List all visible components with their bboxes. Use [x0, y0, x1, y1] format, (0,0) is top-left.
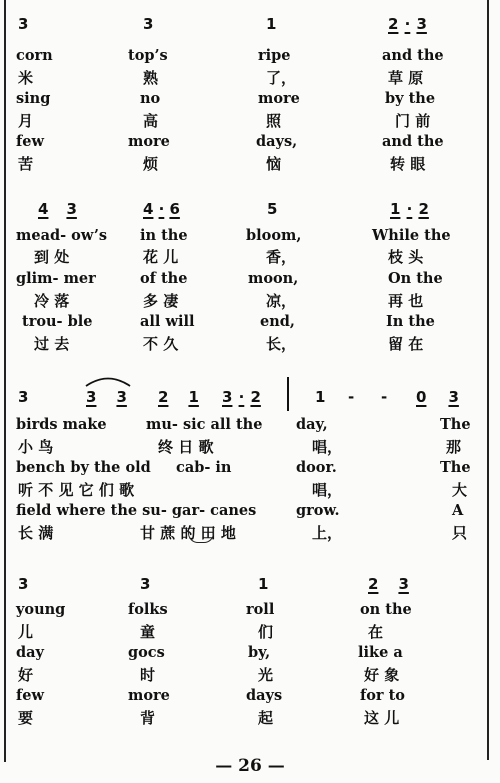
note-mark-group — [368, 576, 409, 592]
lyric-zh: 过 去 — [34, 335, 70, 353]
lyric-zh: 再 也 — [388, 292, 424, 310]
lyric-zh: 香， — [266, 248, 297, 266]
lyric: The — [440, 459, 471, 476]
lyric: days, — [256, 133, 298, 150]
note-part: 3 — [416, 15, 427, 33]
note-part: 3 — [86, 388, 97, 406]
lyric-zh: 终 日 歌 — [158, 438, 214, 456]
lyric: mu- sic all the — [146, 416, 263, 433]
lyric: no — [140, 90, 161, 107]
lyric-zh: 唱， — [312, 481, 343, 499]
lyric-zh: 转 眼 — [390, 155, 426, 173]
note-part: 4 — [38, 200, 49, 218]
lyric-zh: 了， — [266, 69, 297, 87]
lyric-zh: 这 儿 — [364, 709, 400, 727]
lyric: In the — [386, 313, 435, 330]
note-part: 3 — [116, 388, 127, 406]
lyric-zh: 听 不 见 它 们 歌 — [18, 481, 135, 499]
lyric-zh: 草 原 — [388, 69, 424, 87]
note-part: 3 — [66, 200, 77, 218]
dash-mark: - — [348, 388, 355, 406]
lyric: ripe — [258, 47, 291, 64]
lyric-zh: 儿 — [18, 623, 34, 641]
lyric: day — [16, 644, 44, 661]
note-part: 3 — [398, 575, 409, 593]
page-number: — 26 — — [215, 756, 285, 776]
slur — [84, 374, 132, 388]
note-part: · — [406, 200, 413, 218]
lyric: few — [16, 133, 44, 150]
character-tie — [188, 528, 214, 543]
lyric-zh: 多 凄 — [143, 292, 179, 310]
lyric-zh: 只 — [452, 524, 468, 542]
lyric: more — [258, 90, 300, 107]
lyric: bench by the old — [16, 459, 151, 476]
lyric: moon, — [248, 270, 299, 287]
lyric: end, — [260, 313, 295, 330]
lyric: days — [246, 687, 283, 704]
lyric-zh: 那 — [446, 438, 462, 456]
lyric-zh: 背 — [140, 709, 156, 727]
note-mark-group — [222, 389, 261, 405]
note-part: 2 — [388, 15, 399, 33]
page-left-edge — [4, 0, 6, 762]
lyric-zh: 熟 — [143, 69, 159, 87]
lyric-zh: 留 在 — [388, 335, 424, 353]
lyric: day, — [296, 416, 328, 433]
lyric-zh: 到 处 — [34, 248, 70, 266]
lyric-zh: 不 久 — [143, 335, 179, 353]
lyric-zh: 恼 — [266, 155, 282, 173]
lyric-zh: 大 — [452, 481, 468, 499]
note-part: 2 — [368, 575, 379, 593]
note-mark: 3 — [18, 388, 29, 406]
lyric-zh: 长 满 — [18, 524, 54, 542]
note-part: 3 — [222, 388, 233, 406]
lyric-zh: 童 — [140, 623, 156, 641]
lyric-zh: 凉， — [266, 292, 297, 310]
lyric: door. — [296, 459, 337, 476]
lyric: birds make — [16, 416, 107, 433]
lyric-zh: 唱， — [312, 438, 343, 456]
lyric-zh: 门 前 — [395, 112, 431, 130]
lyric: corn — [16, 47, 53, 64]
lyric: trou- ble — [22, 313, 93, 330]
note-part: · — [404, 15, 411, 33]
note-mark-group — [86, 389, 127, 405]
lyric: all will — [140, 313, 195, 330]
lyric-zh: 上， — [312, 524, 343, 542]
lyric: glim- mer — [16, 270, 96, 287]
lyric: more — [128, 687, 170, 704]
lyric-zh: 在 — [368, 623, 384, 641]
lyric: On the — [388, 270, 443, 287]
lyric: like a — [358, 644, 403, 661]
lyric-zh: 冷 落 — [34, 292, 70, 310]
dash-mark: - — [381, 388, 388, 406]
note-mark-group — [158, 389, 199, 405]
note-mark-group — [390, 201, 429, 217]
lyric: by, — [248, 644, 271, 661]
note-part: · — [238, 388, 245, 406]
note-part: · — [158, 200, 165, 218]
note-mark: 3 — [143, 15, 154, 33]
lyric-zh: 烦 — [143, 155, 159, 173]
lyric: While the — [372, 227, 451, 244]
lyric-zh: 枝 头 — [388, 248, 424, 266]
lyric: gocs — [128, 644, 165, 661]
lyric: more — [128, 133, 170, 150]
lyric-zh: 小 鸟 — [18, 438, 54, 456]
lyric: bloom, — [246, 227, 302, 244]
lyric-zh: 们 — [258, 623, 274, 641]
lyric: and the — [382, 133, 444, 150]
lyric: few — [16, 687, 44, 704]
note-mark: 5 — [267, 200, 278, 218]
note-part: 2 — [158, 388, 169, 406]
lyric: and the — [382, 47, 444, 64]
note-part: 1 — [188, 388, 199, 406]
lyric: sing — [16, 90, 51, 107]
lyric: top’s — [128, 47, 168, 64]
page-right-edge — [487, 0, 489, 760]
note-part: 2 — [250, 388, 261, 406]
lyric-zh: 长， — [266, 335, 297, 353]
lyric: cab- in — [176, 459, 232, 476]
lyric: folks — [128, 601, 168, 618]
note-part: 1 — [390, 200, 401, 218]
lyric-zh: 要 — [18, 709, 34, 727]
note-mark-group — [38, 201, 77, 217]
note-mark-group — [416, 389, 459, 405]
note-mark: 3 — [140, 575, 151, 593]
lyric-zh: 高 — [143, 112, 159, 130]
lyric: in the — [140, 227, 188, 244]
note-mark-group — [388, 16, 427, 32]
lyric-zh: 苦 — [18, 155, 34, 173]
lyric-zh: 光 — [258, 666, 274, 684]
lyric-zh: 起 — [258, 709, 274, 727]
lyric-zh: 花 儿 — [143, 248, 179, 266]
note-mark: 1 — [315, 388, 326, 406]
lyric: field where the su- gar- canes — [16, 502, 257, 519]
note-mark: 3 — [18, 575, 29, 593]
lyric: grow. — [296, 502, 340, 519]
lyric: on the — [360, 601, 412, 618]
note-part: 4 — [143, 200, 154, 218]
lyric-zh: 好 象 — [364, 666, 400, 684]
bar-line — [287, 377, 289, 411]
lyric-zh: 米 — [18, 69, 34, 87]
lyric: roll — [246, 601, 275, 618]
note-part: 3 — [448, 388, 459, 406]
lyric: A — [452, 502, 464, 519]
note-part: 6 — [169, 200, 180, 218]
lyric: mead- ow’s — [16, 227, 108, 244]
lyric: young — [16, 601, 66, 618]
lyric-zh: 时 — [140, 666, 156, 684]
lyric-zh: 照 — [266, 112, 282, 130]
note-part: 2 — [418, 200, 429, 218]
note-mark-group — [143, 201, 180, 217]
lyric-zh: 好 — [18, 666, 34, 684]
note-mark: 3 — [18, 15, 29, 33]
lyric: of the — [140, 270, 188, 287]
lyric-zh: 月 — [18, 112, 34, 130]
lyric: by the — [385, 90, 436, 107]
lyric: The — [440, 416, 471, 433]
note-mark: 1 — [258, 575, 269, 593]
note-part: 0 — [416, 388, 427, 406]
lyric: for to — [360, 687, 405, 704]
lyric-zh: 甘 蔗 的 田 地 — [140, 524, 236, 542]
note-mark: 1 — [266, 15, 277, 33]
